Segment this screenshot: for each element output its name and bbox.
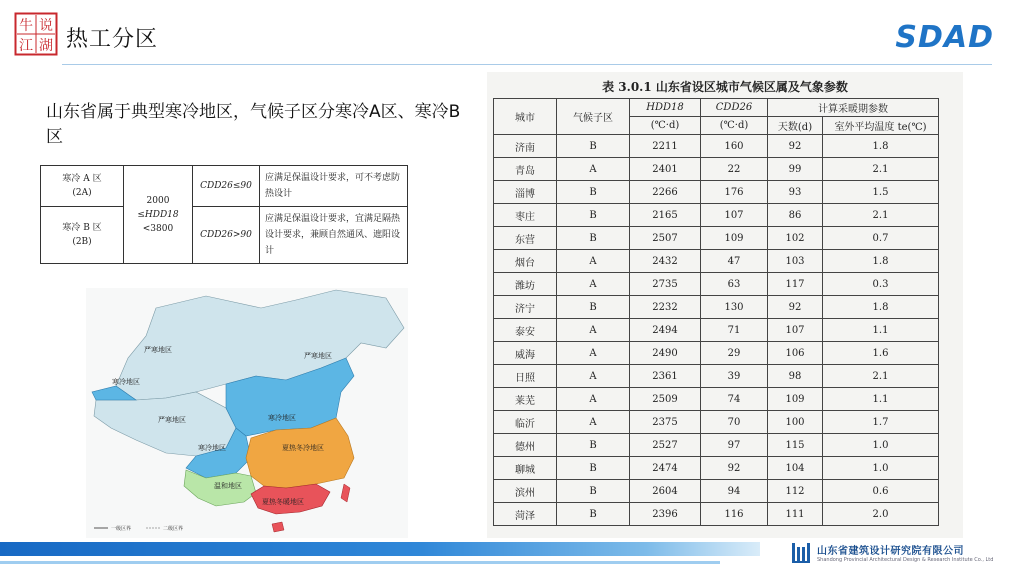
map-label: 温和地区 — [214, 482, 242, 490]
climate-parameter-table — [493, 98, 939, 526]
hainan-island — [272, 522, 284, 532]
zone-cell — [41, 207, 124, 264]
city-cell: 日照 — [494, 365, 557, 388]
cdd-cell: CDD26≤90 — [193, 166, 260, 207]
temp-cell: 0.7 — [823, 227, 939, 250]
temp-cell: 1.5 — [823, 181, 939, 204]
city-cell: 淄博 — [494, 181, 557, 204]
title-divider — [62, 64, 992, 65]
city-cell: 青岛 — [494, 158, 557, 181]
table-row — [494, 434, 939, 457]
days-cell: 92 — [768, 135, 823, 158]
temp-cell: 1.0 — [823, 434, 939, 457]
days-cell: 109 — [768, 388, 823, 411]
map-label: 夏热冬暖地区 — [262, 498, 304, 506]
col-cdd-unit: (℃·d) — [701, 117, 768, 135]
temp-cell: 2.1 — [823, 158, 939, 181]
zone-cell: A — [557, 365, 630, 388]
city-cell: 潍坊 — [494, 273, 557, 296]
zone-code: (2A) — [72, 188, 92, 198]
cdd-cell: 176 — [701, 181, 768, 204]
table-row — [494, 135, 939, 158]
china-climate-zone-map — [86, 288, 408, 538]
hdd-range-cell — [124, 166, 193, 264]
temp-cell: 2.1 — [823, 365, 939, 388]
cdd-cell: 63 — [701, 273, 768, 296]
hdd-range-line: 2000 — [146, 195, 170, 206]
zone-cell: A — [557, 388, 630, 411]
cdd-cell: 74 — [701, 388, 768, 411]
city-cell: 德州 — [494, 434, 557, 457]
temp-cell: 1.8 — [823, 250, 939, 273]
city-cell: 烟台 — [494, 250, 557, 273]
zone-cell: B — [557, 227, 630, 250]
requirement-cell: 应满足保温设计要求，宜满足隔热设计要求，兼顾自然通风、遮阳设计 — [260, 207, 408, 264]
hdd-cell: 2401 — [630, 158, 701, 181]
cdd-cell: 29 — [701, 342, 768, 365]
hdd-cell: 2527 — [630, 434, 701, 457]
hdd-cell: 2507 — [630, 227, 701, 250]
hdd-cell: 2266 — [630, 181, 701, 204]
cdd-cell: 97 — [701, 434, 768, 457]
table-row — [494, 503, 939, 526]
climate-table-scan — [487, 72, 963, 538]
city-cell: 菏泽 — [494, 503, 557, 526]
city-cell: 枣庄 — [494, 204, 557, 227]
zone-cell: B — [557, 503, 630, 526]
table-row — [494, 204, 939, 227]
hdd-range-line: ≤HDD18 — [137, 209, 179, 220]
hdd-cell: 2490 — [630, 342, 701, 365]
table-row — [494, 342, 939, 365]
map-label: 寒冷地区 — [268, 414, 296, 422]
zone-cell: A — [557, 250, 630, 273]
cdd-cell: 22 — [701, 158, 768, 181]
table-row — [494, 250, 939, 273]
days-cell: 104 — [768, 457, 823, 480]
cdd-cell: 70 — [701, 411, 768, 434]
cdd-cell: 107 — [701, 204, 768, 227]
svg-text:说: 说 — [39, 18, 53, 34]
table-row — [494, 158, 939, 181]
hdd-cell: 2509 — [630, 388, 701, 411]
zone-code: (2B) — [72, 237, 92, 247]
hdd-cell: 2735 — [630, 273, 701, 296]
table-row — [494, 296, 939, 319]
institute-name: 山东省建筑设计研究院有限公司 — [817, 546, 964, 557]
map-label: 寒冷地区 — [198, 444, 226, 452]
map-label: 寒冷地区 — [112, 378, 140, 386]
city-cell: 临沂 — [494, 411, 557, 434]
city-cell: 泰安 — [494, 319, 557, 342]
svg-text:牛: 牛 — [19, 18, 33, 34]
days-cell: 103 — [768, 250, 823, 273]
zone-cell: A — [557, 319, 630, 342]
city-cell: 济宁 — [494, 296, 557, 319]
map-label: 夏热冬冷地区 — [282, 444, 324, 452]
zone-criteria-table — [40, 165, 408, 264]
temp-cell: 2.0 — [823, 503, 939, 526]
svg-text:湖: 湖 — [39, 38, 53, 54]
climate-description: 山东省属于典型寒冷地区，气候子区分寒冷A区、寒冷B区 — [46, 102, 461, 147]
zone-cell: A — [557, 158, 630, 181]
temp-cell: 1.8 — [823, 296, 939, 319]
days-cell: 102 — [768, 227, 823, 250]
table-row — [494, 388, 939, 411]
zone-cell: A — [557, 411, 630, 434]
cdd-cell: 71 — [701, 319, 768, 342]
hdd-range-line: <3800 — [142, 223, 174, 234]
city-cell: 滨州 — [494, 480, 557, 503]
days-cell: 98 — [768, 365, 823, 388]
cdd-cell: 116 — [701, 503, 768, 526]
zone-cell — [41, 166, 124, 207]
table-row — [494, 411, 939, 434]
zone-cell: B — [557, 181, 630, 204]
city-cell: 聊城 — [494, 457, 557, 480]
table-header-row — [494, 99, 939, 117]
days-cell: 93 — [768, 181, 823, 204]
cdd-cell: 130 — [701, 296, 768, 319]
table-row — [494, 365, 939, 388]
temp-cell: 1.0 — [823, 457, 939, 480]
table-row — [41, 207, 408, 264]
col-zone: 气候子区 — [557, 99, 630, 135]
table-row — [494, 457, 939, 480]
institute-name-en: Shandong Provincial Architectural Design & Research Institute Co., Ltd — [817, 557, 994, 563]
hdd-cell: 2211 — [630, 135, 701, 158]
cdd-cell: CDD26>90 — [193, 207, 260, 264]
days-cell: 112 — [768, 480, 823, 503]
temp-cell: 1.6 — [823, 342, 939, 365]
zone-name: 寒冷 A 区 — [62, 174, 102, 184]
days-cell: 117 — [768, 273, 823, 296]
table-row — [41, 166, 408, 207]
days-cell: 86 — [768, 204, 823, 227]
days-cell: 111 — [768, 503, 823, 526]
cdd-cell: 94 — [701, 480, 768, 503]
days-cell: 92 — [768, 296, 823, 319]
zone-cell: B — [557, 434, 630, 457]
institute-logo-icon — [790, 541, 812, 565]
table-row — [494, 273, 939, 296]
brand-logo: SDAD — [895, 20, 994, 55]
city-cell: 东营 — [494, 227, 557, 250]
col-hdd-unit: (℃·d) — [630, 117, 701, 135]
zone-cell: A — [557, 342, 630, 365]
days-cell: 115 — [768, 434, 823, 457]
hdd-cell: 2396 — [630, 503, 701, 526]
days-cell: 106 — [768, 342, 823, 365]
seal-logo — [14, 12, 58, 56]
col-temp: 室外平均温度 te(℃) — [823, 117, 939, 135]
map-legend-label: 一级区界 — [111, 526, 132, 532]
svg-text:江: 江 — [19, 38, 33, 54]
table-row — [494, 181, 939, 204]
slide-title: 热工分区 — [66, 27, 159, 52]
cdd-cell: 109 — [701, 227, 768, 250]
requirement-cell: 应满足保温设计要求，可不考虑防热设计 — [260, 166, 408, 207]
zone-cell: B — [557, 457, 630, 480]
map-label: 严寒地区 — [144, 346, 172, 354]
city-cell: 济南 — [494, 135, 557, 158]
cdd-cell: 47 — [701, 250, 768, 273]
temp-cell: 1.1 — [823, 319, 939, 342]
temp-cell: 0.6 — [823, 480, 939, 503]
map-legend-label: 二级区界 — [163, 526, 184, 532]
table-row — [494, 227, 939, 250]
days-cell: 100 — [768, 411, 823, 434]
col-city: 城市 — [494, 99, 557, 135]
hdd-cell: 2375 — [630, 411, 701, 434]
hdd-cell: 2432 — [630, 250, 701, 273]
temp-cell: 2.1 — [823, 204, 939, 227]
days-cell: 99 — [768, 158, 823, 181]
hdd-cell: 2474 — [630, 457, 701, 480]
city-cell: 莱芜 — [494, 388, 557, 411]
temp-cell: 1.1 — [823, 388, 939, 411]
footer-line — [0, 561, 720, 564]
hdd-cell: 2361 — [630, 365, 701, 388]
table-row — [494, 480, 939, 503]
footer-band — [0, 542, 760, 556]
temp-cell: 1.8 — [823, 135, 939, 158]
zone-cell: B — [557, 204, 630, 227]
zone-cell: A — [557, 273, 630, 296]
hdd-cell: 2494 — [630, 319, 701, 342]
temp-cell: 1.7 — [823, 411, 939, 434]
cdd-cell: 92 — [701, 457, 768, 480]
zone-name: 寒冷 B 区 — [62, 223, 102, 233]
table-caption: 表 3.0.1 山东省设区城市气候区属及气象参数 — [602, 80, 848, 94]
hdd-cell: 2165 — [630, 204, 701, 227]
col-heating: 计算采暖期参数 — [768, 99, 939, 117]
zone-cell: B — [557, 296, 630, 319]
table-row — [494, 319, 939, 342]
col-hdd: HDD18 — [630, 99, 701, 117]
col-days: 天数(d) — [768, 117, 823, 135]
temp-cell: 0.3 — [823, 273, 939, 296]
days-cell: 107 — [768, 319, 823, 342]
cdd-cell: 39 — [701, 365, 768, 388]
cdd-cell: 160 — [701, 135, 768, 158]
zone-cell: B — [557, 135, 630, 158]
col-cdd: CDD26 — [701, 99, 768, 117]
city-cell: 威海 — [494, 342, 557, 365]
zone-cell: B — [557, 480, 630, 503]
hdd-cell: 2232 — [630, 296, 701, 319]
map-label: 严寒地区 — [304, 352, 332, 360]
hdd-cell: 2604 — [630, 480, 701, 503]
map-label: 严寒地区 — [158, 416, 186, 424]
